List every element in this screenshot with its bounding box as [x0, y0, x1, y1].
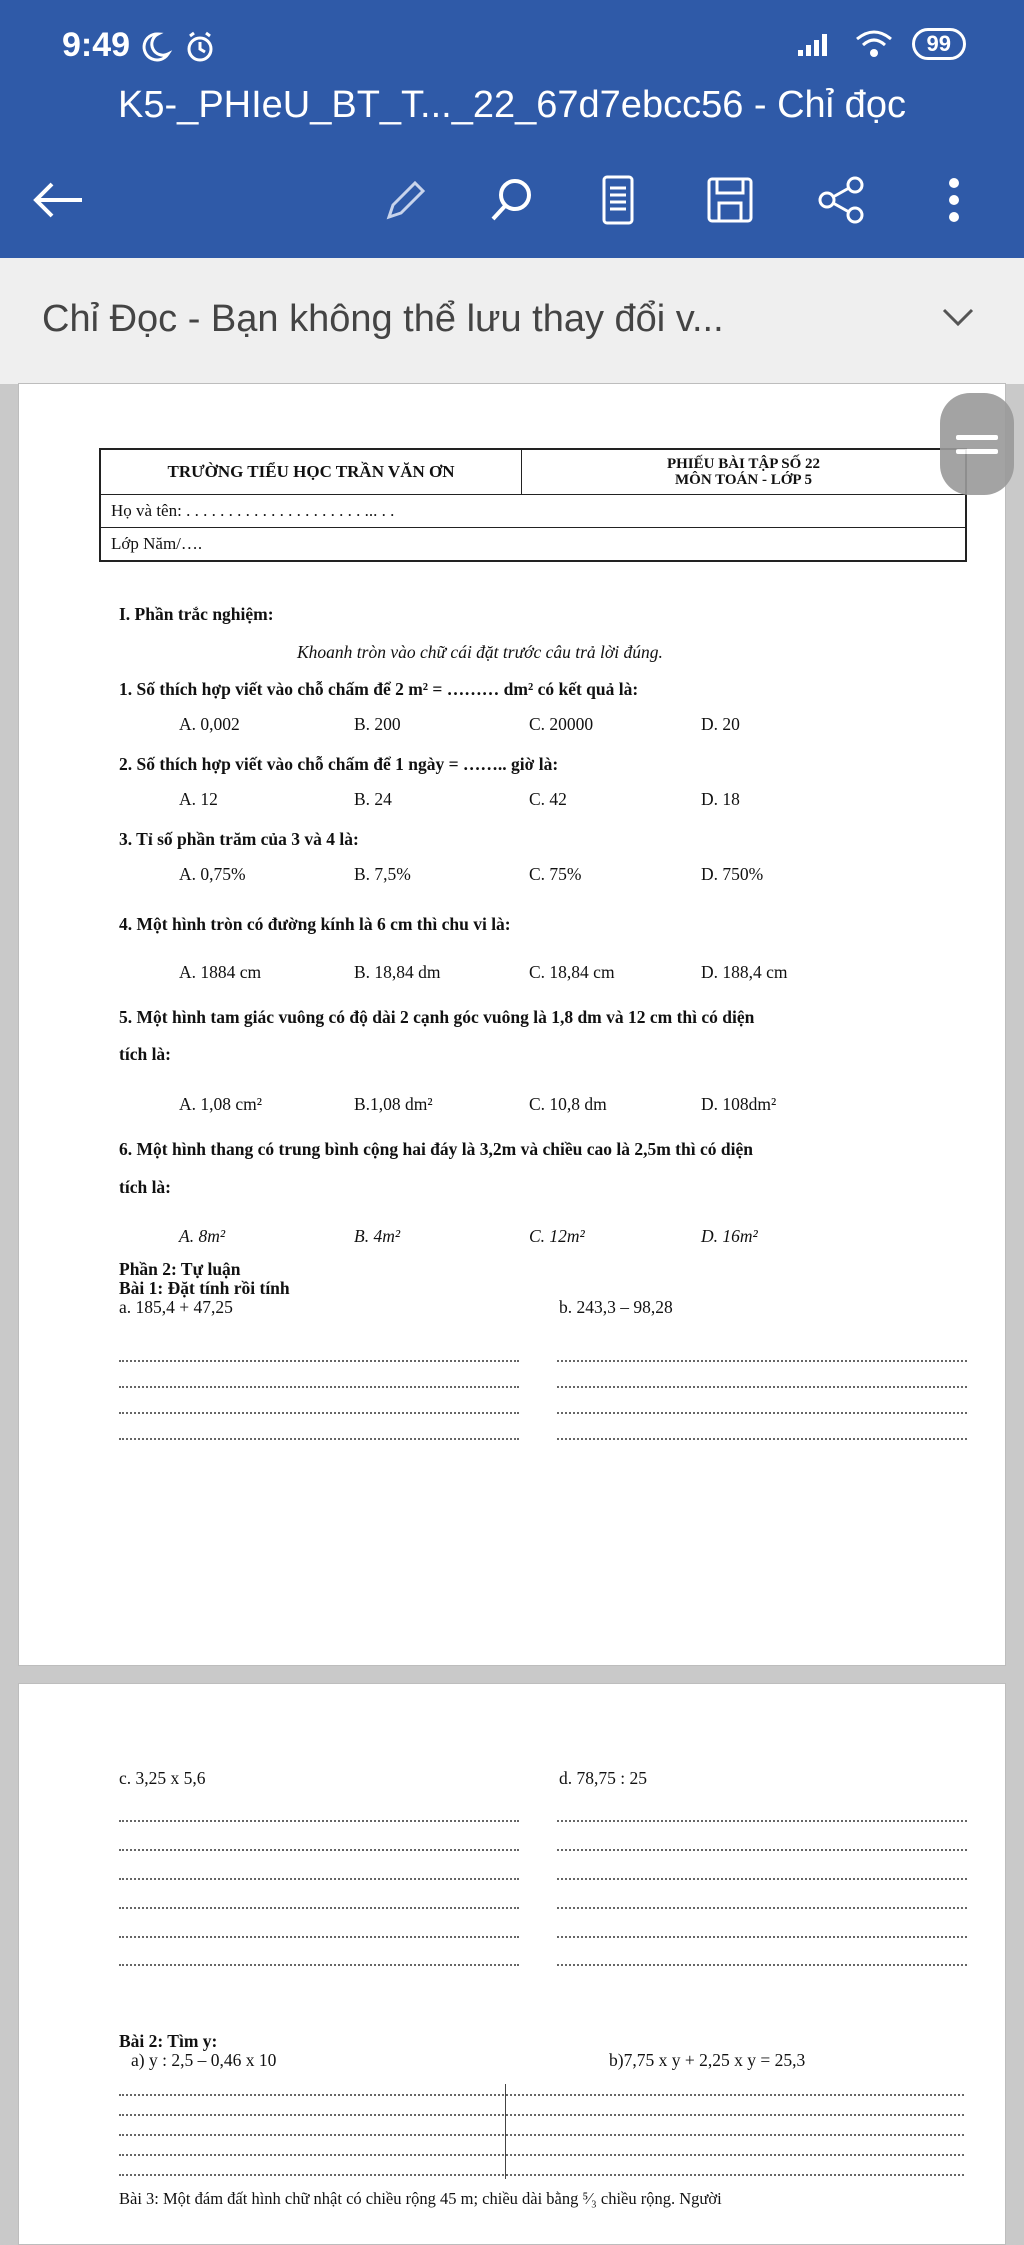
answer-line: [119, 2094, 964, 2096]
q2-option-c: C. 42: [529, 789, 567, 809]
answer-line: [119, 1878, 519, 1880]
answer-line: [119, 1936, 519, 1938]
share-icon: [817, 175, 867, 225]
bai1-b: b. 243,3 – 98,28: [559, 1297, 673, 1317]
answer-line: [557, 1936, 967, 1938]
q6-option-c: C. 12m²: [529, 1226, 585, 1246]
question-1: 1. Số thích hợp viết vào chỗ chấm để 2 m² = ……… dm² có kết quả là:: [119, 679, 639, 699]
scroll-handle[interactable]: [940, 393, 1014, 495]
q1-option-c: C. 20000: [529, 714, 594, 734]
q2-option-d: D. 18: [701, 789, 740, 809]
q1-option-a: A. 0,002: [179, 714, 240, 734]
back-arrow-icon: [30, 180, 86, 220]
answer-line: [119, 2154, 964, 2156]
answer-line: [119, 1907, 519, 1909]
sheet-title: [522, 449, 967, 495]
bai1-d: d. 78,75 : 25: [559, 1768, 647, 1788]
answer-line: [557, 1820, 967, 1822]
read-only-message: Chỉ Đọc - Bạn không thể lưu thay đổi v...: [42, 298, 724, 340]
q3-option-d: D. 750%: [701, 864, 764, 884]
header-table: [99, 448, 967, 562]
share-button[interactable]: [812, 170, 872, 230]
question-5-line2: tích là:: [119, 1044, 172, 1064]
status-moon-alarm-icons: [138, 30, 218, 69]
more-options-button[interactable]: [924, 170, 984, 230]
q6-option-d: D. 16m²: [701, 1226, 758, 1246]
q5-option-c: C. 10,8 dm: [529, 1094, 607, 1114]
q4-option-d: D. 188,4 cm: [701, 962, 788, 982]
expand-banner-button[interactable]: [940, 304, 976, 333]
search-icon: [487, 175, 537, 225]
answer-line: [119, 1964, 519, 1966]
sheet-title-line1: PHIẾU BÀI TẬP SỐ 22: [666, 456, 821, 472]
part1-title: I. Phần trắc nghiệm:: [119, 604, 274, 624]
q2-option-a: A. 12: [179, 789, 218, 809]
save-button[interactable]: [700, 170, 760, 230]
question-5-line1: 5. Một hình tam giác vuông có độ dài 2 cạnh góc vuông là 1,8 dm và 12 cm thì có diện: [119, 1007, 755, 1027]
answer-line: [119, 1820, 519, 1822]
status-time: 9:49: [62, 26, 131, 64]
answer-line: [557, 1849, 967, 1851]
bai3-text: Bài 3: Một đám đất hình chữ nhật có chiều rộng 45 m; chiều dài bằng ⁵⁄₃ chiều rộng. Người: [119, 2189, 722, 2208]
question-4: 4. Một hình tròn có đường kính là 6 cm thì chu vi là:: [119, 914, 511, 934]
q3-option-b: B. 7,5%: [354, 864, 411, 884]
document-title: K5-_PHIeU_BT_T..._22_67d7ebcc56 - Chỉ đọc: [118, 84, 906, 126]
question-3: 3. Tỉ số phần trăm của 3 và 4 là:: [119, 829, 359, 849]
answer-line: [119, 1360, 519, 1362]
app-bar: [0, 0, 1024, 258]
q4-option-a: A. 1884 cm: [179, 962, 262, 982]
answer-line: [557, 1964, 967, 1966]
sheet-title-line2: MÔN TOÁN - LỚP 5: [675, 472, 812, 488]
q3-option-c: C. 75%: [529, 864, 582, 884]
answer-line: [119, 1438, 519, 1440]
q3-option-a: A. 0,75%: [179, 864, 246, 884]
answer-line: [557, 1360, 967, 1362]
part2-title: Phần 2: Tự luận: [119, 1259, 241, 1279]
q4-option-b: B. 18,84 dm: [354, 962, 441, 982]
save-icon: [705, 175, 755, 225]
more-vertical-icon: [946, 175, 962, 225]
q5-option-a: A. 1,08 cm²: [179, 1094, 263, 1114]
q6-option-b: B. 4m²: [354, 1226, 401, 1246]
answer-line: [119, 1386, 519, 1388]
bai2-title: Bài 2: Tìm y:: [119, 2031, 218, 2051]
back-button[interactable]: [28, 170, 88, 230]
column-divider: [505, 2084, 506, 2179]
answer-line: [119, 2174, 964, 2176]
question-6-line1: 6. Một hình thang có trung bình cộng hai đáy là 3,2m và chiều cao là 2,5m thì có diện: [119, 1139, 753, 1159]
q2-option-b: B. 24: [354, 789, 392, 809]
bai1-title: Bài 1: Đặt tính rồi tính: [119, 1278, 290, 1298]
answer-line: [557, 1907, 967, 1909]
mobile-view-icon: [598, 174, 638, 226]
answer-line: [119, 2134, 964, 2136]
name-field: Họ và tên: . . . . . . . . . . . . . . . . . . . . . ... . .: [100, 495, 966, 528]
answer-line: [119, 1849, 519, 1851]
pencil-icon: [379, 175, 429, 225]
search-button[interactable]: [482, 170, 542, 230]
wifi-icon: [854, 29, 894, 59]
signal-icon: [796, 30, 836, 58]
answer-line: [557, 1386, 967, 1388]
read-only-banner[interactable]: [0, 258, 1024, 384]
answer-line: [557, 1412, 967, 1414]
question-2: 2. Số thích hợp viết vào chỗ chấm để 1 ngày = …….. giờ là:: [119, 754, 559, 774]
q1-option-d: D. 20: [701, 714, 740, 734]
reading-view-button[interactable]: [588, 170, 648, 230]
q6-option-a: A. 8m²: [179, 1226, 226, 1246]
answer-line: [557, 1438, 967, 1440]
bai2-a: a) y : 2,5 – 0,46 x 10: [131, 2050, 277, 2070]
q1-option-b: B. 200: [354, 714, 401, 734]
answer-line: [119, 2114, 964, 2116]
bai2-b: b)7,75 x y + 2,25 x y = 25,3: [609, 2050, 806, 2070]
q4-option-c: C. 18,84 cm: [529, 962, 615, 982]
battery-indicator: 99: [912, 28, 966, 60]
chevron-down-icon: [940, 304, 976, 328]
bai1-c: c. 3,25 x 5,6: [119, 1768, 206, 1788]
document-page-1: [18, 383, 1006, 1666]
toolbar: [0, 160, 1024, 240]
answer-line: [557, 1878, 967, 1880]
q5-option-b: B.1,08 dm²: [354, 1094, 433, 1114]
edit-button[interactable]: [374, 170, 434, 230]
answer-line: [119, 1412, 519, 1414]
instruction: Khoanh tròn vào chữ cái đặt trước câu trả lời đúng.: [297, 642, 663, 662]
question-6-line2: tích là:: [119, 1177, 172, 1197]
document-page-2: [18, 1683, 1006, 2245]
q5-option-d: D. 108dm²: [701, 1094, 777, 1114]
school-name: TRƯỜNG TIỂU HỌC TRẦN VĂN ƠN: [100, 449, 522, 495]
class-field: Lớp Năm/….: [100, 528, 966, 562]
bai1-a: a. 185,4 + 47,25: [119, 1297, 233, 1317]
